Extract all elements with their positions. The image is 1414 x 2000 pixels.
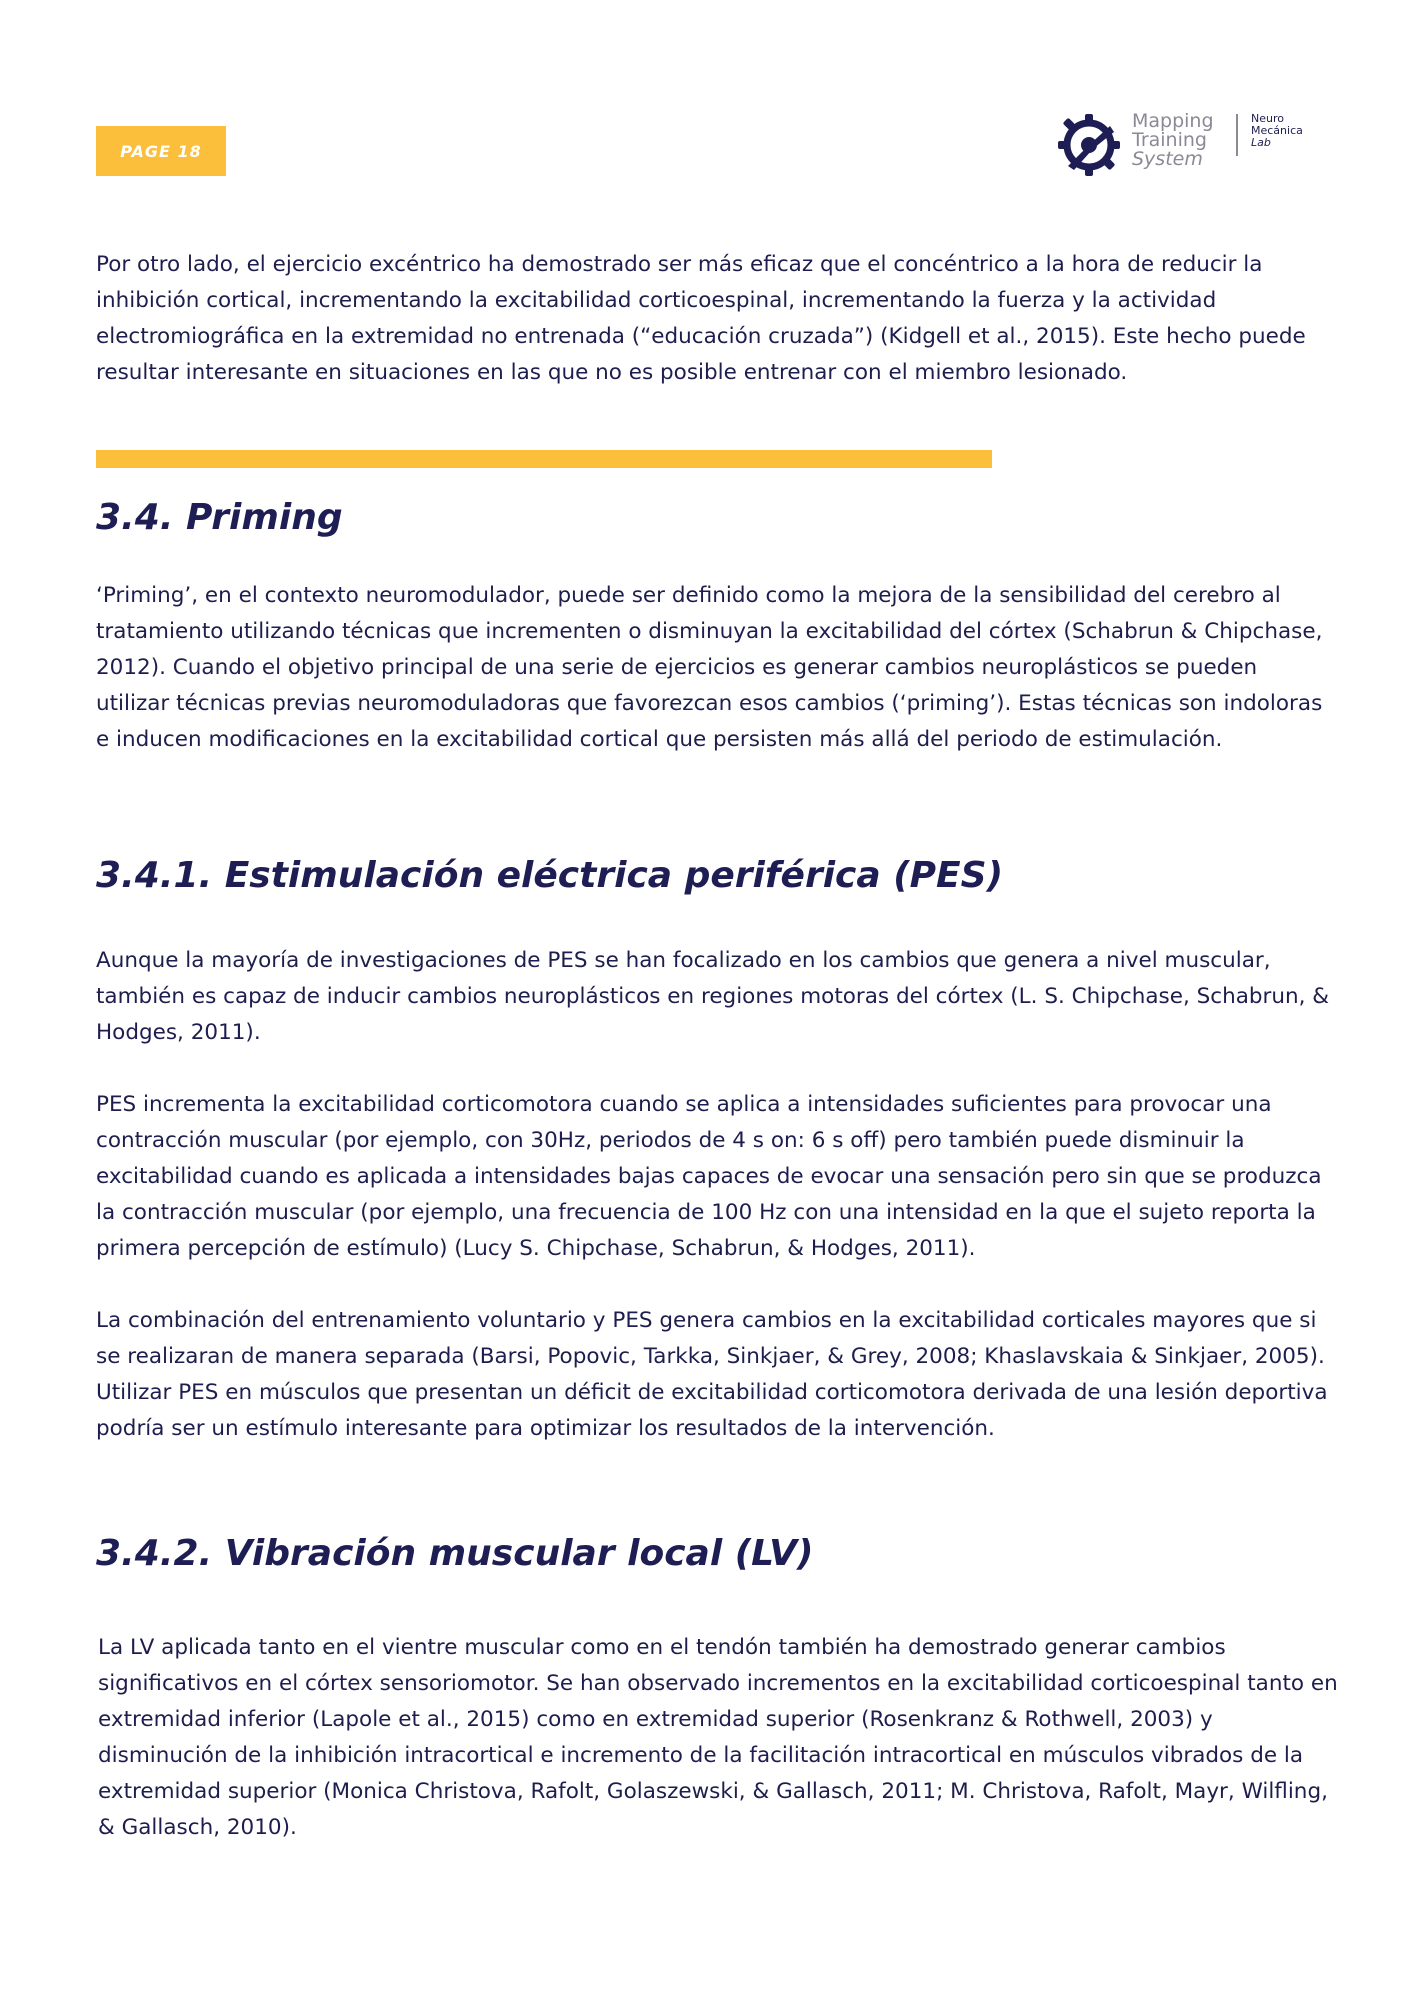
brand-logo	[1056, 110, 1316, 180]
gear-hand-icon	[1056, 112, 1122, 178]
section-divider	[96, 450, 992, 468]
logo-sublabel	[1251, 113, 1303, 149]
heading-lv: 3.4.2. Vibración muscular local (LV)	[96, 1533, 814, 1574]
heading-pes: 3.4.1. Estimulación eléctrica periférica (PES)	[96, 855, 1004, 896]
logo-divider	[1236, 114, 1238, 156]
lv-paragraph: La LV aplicada tanto en el vientre muscular como en el tendón también ha demostrado generar cambios significativos en el córtex sensoriomotor. Se han observado incrementos en la excitabilidad corticoespinal tanto en extremidad inferior (Lapole et al., 2015) como en extremidad superior (Rosenkranz & Rothwell, 2003) y disminución de la inhibición intracortical e incremento de la facilitación intracortical en músculos vibrados de la extremidad superior (Monica Christova, Rafolt, Golaszewski, & Gallasch, 2011; M. Christova, Rafolt, Mayr, Wilfling, & Gallasch, 2010).	[98, 1635, 1338, 1840]
pes-paragraph-2: PES incrementa la excitabilidad corticomotora cuando se aplica a intensidades suficientes para provocar una contracción muscular (por ejemplo, con 30Hz, periodos de 4 s on: 6 s off) pero también puede disminuir la excitabilidad cuando es aplicada a intensidades bajas capaces de evocar una sensación pero sin que se produzca la contracción muscular (por ejemplo, una frecuencia de 100 Hz con una intensidad en la que el sujeto reporta la primera percepción de estímulo) (Lucy S. Chipchase, Schabrun, & Hodges, 2011).	[96, 1092, 1322, 1261]
logo-sub-1: Neuro	[1251, 112, 1284, 125]
priming-paragraph: ‘Priming’, en el contexto neuromodulador, puede ser definido como la mejora de la sensibilidad del cerebro al tratamiento utilizando técnicas que incrementen o disminuyan la excitabilidad del córtex (Schabrun & Chipchase, 2012). Cuando el objetivo principal de una serie de ejercicios es generar cambios neuroplásticos se pueden utilizar técnicas previas neuromoduladoras que favorezcan esos cambios (‘priming’). Estas técnicas son indoloras e inducen modificaciones en la excitabilidad cortical que persisten más allá del periodo de estimulación.	[96, 583, 1323, 752]
logo-sub-3: Lab	[1251, 136, 1271, 149]
intro-paragraph: Por otro lado, el ejercicio excéntrico ha demostrado ser más eficaz que el concéntrico a la hora de reducir la inhibición cortical, incrementando la excitabilidad corticoespinal, incrementando la fuerza y la actividad electromiográfica en la extremidad no entrenada (“educación cruzada”) (Kidgell et al., 2015). Este hecho puede resultar interesante en situaciones en las que no es posible entrenar con el miembro lesionado.	[96, 252, 1306, 385]
logo-line-3: System	[1132, 148, 1203, 170]
logo-wordmark	[1132, 112, 1214, 169]
pes-paragraph-1: Aunque la mayoría de investigaciones de PES se han focalizado en los cambios que genera a nivel muscular, también es capaz de inducir cambios neuroplásticos en regiones motoras del córtex (L. S. Chipchase, Schabrun, & Hodges, 2011).	[96, 948, 1330, 1045]
logo-line-1: Mapping	[1132, 110, 1214, 132]
page-number-badge	[96, 126, 226, 176]
page-number-label: PAGE 18	[120, 141, 202, 161]
logo-sub-2: Mecánica	[1251, 124, 1303, 137]
heading-priming: 3.4. Priming	[96, 497, 343, 538]
pes-paragraph-3: La combinación del entrenamiento voluntario y PES genera cambios en la excitabilidad corticales mayores que si se realizaran de manera separada (Barsi, Popovic, Tarkka, Sinkjaer, & Grey, 2008; Khaslavskaia & Sinkjaer, 2005). Utilizar PES en músculos que presentan un déficit de excitabilidad corticomotora derivada de una lesión deportiva podría ser un estímulo interesante para optimizar los resultados de la intervención.	[96, 1308, 1328, 1441]
logo-line-2: Training	[1132, 129, 1207, 151]
